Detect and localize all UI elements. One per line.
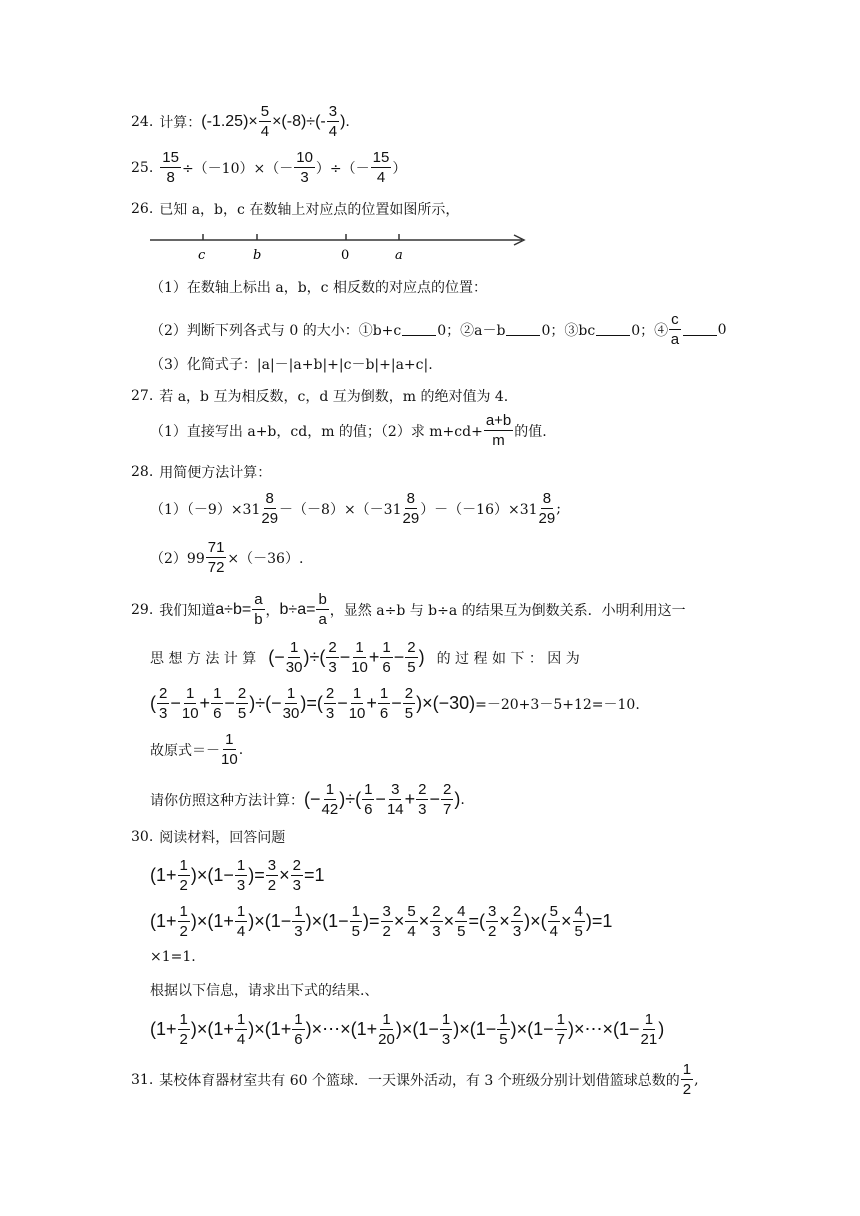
question-stem: 若 a，b 互为相反数，c，d 互为倒数，m 的绝对值为 4. <box>159 389 509 405</box>
question-26 <box>131 199 459 219</box>
answer-blank[interactable] <box>683 323 717 336</box>
question-stem: 某校体育器材室共有 60 个篮球．一天课外活动，有 3 个班级分别计划借篮球总数的 <box>159 1072 680 1089</box>
expr-part: ） <box>392 160 407 177</box>
question-number: 25. <box>131 159 154 176</box>
question-number: 31. <box>131 1071 154 1088</box>
fraction: $\frac{a}{b}$ <box>254 591 263 628</box>
question-24 <box>131 104 350 139</box>
question-30 <box>131 827 285 847</box>
question-28 <box>131 462 271 482</box>
axis-label-c: c <box>198 248 206 263</box>
fraction: $\frac{5}{4}$ <box>260 103 270 140</box>
question-29-line-1: 29. 我们知道 a÷b= $\frac{a}{b}$ ， b÷a= $\frac{b}{a}$ ，显然 a÷b 与 b÷a 的结果互为倒数关系．小明利用这一 <box>131 591 686 628</box>
question-stem: 已知 a，b，c 在数轴上对应点的位置如图所示， <box>159 202 460 218</box>
question-stem: 用简便方法计算： <box>159 465 272 481</box>
fraction: $\frac{71}{72}$ <box>207 539 225 576</box>
question-stem: 阅读材料，回答问题 <box>159 830 286 846</box>
question-30-line-5: (1+ $\frac{1}{2}$ )×(1+ $\frac{1}{4}$ )×(1+ $\frac{1}{6}$ )×⋯×(1+ $\frac{1}{20}$ )×(1− $\frac{1}{3}$ )×(1− $\frac{1}{5}$ )×(1− $\frac{1}{7}$ )×⋯×(1− $\frac{1}{21}$ ) <box>150 1011 665 1048</box>
fraction: $\frac{8}{29}$ <box>261 490 279 527</box>
question-number: 24. <box>131 113 154 130</box>
question-label: 计算： <box>159 114 202 131</box>
expr-part: ）÷（－ <box>315 160 370 177</box>
question-29-line-3: ( $\frac{2}{3}$ − $\frac{1}{10}$ + $\frac{1}{6}$ − $\frac{2}{5}$ )÷(− $\frac{1}{30}$ )=( $\frac{2}{3}$ − $\frac{1}{10}$ + $\frac{1}{6}$ − $\frac{2}{5}$ )×(−30) =－20+3－5+12=－10. <box>150 685 640 722</box>
question-27-part-1: （1）直接写出 a+b，cd，m 的值；（2）求 m+cd+ $\frac{a+b}{m}$ 的值. <box>150 412 547 449</box>
fraction: $\frac{15}{4}$ <box>372 149 390 186</box>
fraction: $\frac{8}{29}$ <box>402 490 420 527</box>
question-30-line-1: (1+ $\frac{1}{2}$ )×(1− $\frac{1}{3}$ )= $\frac{3}{2}$ × $\frac{2}{3}$ =1 <box>150 857 325 894</box>
question-26-part-1: （1）在数轴上标出 a，b，c 相反数的对应点的位置： <box>150 280 487 296</box>
fraction: $\frac{3}{4}$ <box>328 103 338 140</box>
question-28-part-2: （2）99 $\frac{71}{72}$ ×（－36）. <box>150 539 304 576</box>
expr-part: ×(-8)÷(- <box>272 112 326 130</box>
question-25 <box>131 150 406 185</box>
expr-part: (-1.25)× <box>201 112 258 130</box>
question-number: 28. <box>131 464 154 480</box>
question-28-part-1: （1）（－9）×31 $\frac{8}{29}$ －（－8）×（－31 $\frac{8}{29}$ ）－（－16）×31 $\frac{8}{29}$ ; <box>150 490 561 527</box>
axis-label-zero: 0 <box>341 248 350 263</box>
answer-blank[interactable] <box>402 323 436 336</box>
answer-blank[interactable] <box>506 323 540 336</box>
fraction: $\frac{c}{a}$ <box>670 311 680 348</box>
fraction: $\frac{1}{2}$ <box>682 1061 692 1098</box>
fraction: $\frac{15}{8}$ <box>162 149 179 186</box>
question-26-part-2: （2）判断下列各式与 0 的大小：①b+c 0；②a－b 0；③bc 0；④ $\frac{c}{a}$ 0 <box>150 311 727 348</box>
fraction: $\frac{10}{3}$ <box>296 149 313 186</box>
fraction: $\frac{a+b}{m}$ <box>485 412 512 449</box>
axis-label-b: b <box>253 248 262 263</box>
question-number: 30. <box>131 829 154 845</box>
question-26-part-3: （3）化简式子：|a|－|a+b|+|c－b|+|a+c|. <box>150 357 433 373</box>
number-line <box>146 226 536 266</box>
question-30-line-2: (1+ $\frac{1}{2}$ )×(1+ $\frac{1}{4}$ )×(1− $\frac{1}{3}$ )×(1− $\frac{1}{5}$ )= $\frac{3}{2}$ × $\frac{5}{4}$ × $\frac{2}{3}$ × $\frac{4}{5}$ =( $\frac{3}{2}$ × $\frac{2}{3}$ )×( $\frac{5}{4}$ × $\frac{4}{5}$ )=1 <box>150 903 613 940</box>
question-number: 26. <box>131 201 154 217</box>
answer-blank[interactable] <box>596 323 630 336</box>
axis-label-a: a <box>395 248 403 263</box>
question-30-line-4: 根据以下信息，请求出下式的结果.、 <box>150 983 379 999</box>
fraction: $\frac{b}{a}$ <box>318 591 327 628</box>
question-29-line-2: 思 想 方 法 计 算 (− $\frac{1}{30}$ )÷( $\frac{2}{3}$ − $\frac{1}{10}$ + $\frac{1}{6}$ − $\frac{2}{5}$ ) 的 过 程 如 下 ： 因 为 <box>150 639 580 676</box>
question-30-line-3: ×1=1. <box>150 949 196 965</box>
question-number: 27. <box>131 388 154 404</box>
fraction: $\frac{8}{29}$ <box>538 490 556 527</box>
expr-part: ). <box>340 112 350 130</box>
question-29-line-5: 请你仿照这种方法计算： (− $\frac{1}{42}$ )÷( $\frac{1}{6}$ − $\frac{3}{14}$ + $\frac{2}{3}$ − $\frac{2}{7}$ ) . <box>150 781 465 818</box>
expr-part: ÷（－10）×（－ <box>181 160 294 177</box>
question-31: 31. 某校体育器材室共有 60 个篮球．一天课外活动，有 3 个班级分别计划借篮球总数的 $\frac{1}{2}$ , <box>131 1061 699 1098</box>
question-number: 29. <box>131 601 154 618</box>
question-27 <box>131 386 508 406</box>
question-29-line-4: 故原式＝－ $\frac{1}{10}$ . <box>150 731 244 768</box>
